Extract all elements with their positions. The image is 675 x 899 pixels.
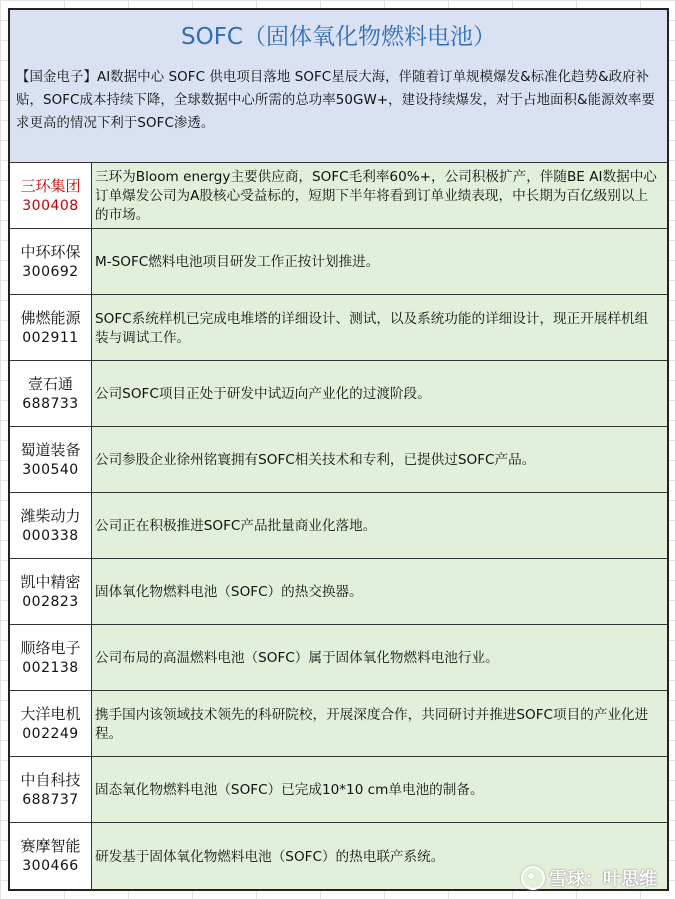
table-row	[10, 427, 667, 493]
company-cell	[10, 163, 92, 228]
company-description	[92, 691, 667, 756]
description-text: 公司参股企业徐州铭寰拥有SOFC相关技术和专利，已提供过SOFC产品。	[95, 452, 536, 468]
watermark-text: 雪球：叶思维	[549, 869, 657, 890]
company-description	[92, 625, 667, 690]
company-name: 潍柴动力	[20, 506, 81, 525]
description-text: 携手国内该领域技术领先的科研院校，开展深度合作，共同研讨并推进SOFC项目的产业化进程。	[95, 706, 649, 742]
watermark	[521, 865, 657, 891]
company-description	[92, 427, 667, 492]
table-row	[10, 559, 667, 625]
company-description	[92, 295, 667, 360]
description-text: SOFC系统样机已完成电堆塔的详细设计、测试，以及系统功能的详细设计，现正开展样机组装与调试工作。	[95, 310, 649, 346]
stock-code: 002249	[22, 725, 79, 742]
company-rows	[10, 163, 667, 889]
table-row	[10, 163, 667, 229]
company-cell	[10, 691, 92, 756]
table-row	[10, 229, 667, 295]
stock-code: 688733	[22, 395, 79, 412]
stock-code: 300692	[22, 263, 79, 280]
company-description	[92, 493, 667, 558]
company-cell	[10, 823, 92, 889]
stock-code: 002138	[22, 659, 79, 676]
company-name: 中自科技	[20, 770, 81, 789]
company-name: 三环集团	[20, 176, 81, 195]
company-cell	[10, 625, 92, 690]
stock-code: 300408	[22, 197, 79, 214]
company-name: 壹石通	[27, 374, 73, 393]
description-text: 公司布局的高温燃料电池（SOFC）属于固体氧化物燃料电池行业。	[95, 650, 499, 666]
company-cell	[10, 361, 92, 426]
company-name: 赛摩智能	[20, 837, 81, 855]
stock-code: 688737	[22, 791, 79, 808]
description-text: 研发基于固体氧化物燃料电池（SOFC）的热电联产系统。	[95, 848, 445, 865]
description-text: 固体氧化物燃料电池（SOFC）的热交换器。	[95, 584, 363, 600]
company-description	[92, 229, 667, 294]
intro-text: 【国金电子】AI数据中心 SOFC 供电项目落地 SOFC星辰大海，伴随着订单规模爆发&标准化趋势&政府补贴，SOFC成本持续下降，全球数据中心所需的总功率50GW+，建设持续爆发，对于占地面积&能源效率要求更高的情况下利于SOFC渗透。	[16, 70, 656, 131]
description-text: M-SOFC燃料电池项目研发工作正按计划推进。	[95, 254, 380, 270]
company-description	[92, 163, 667, 228]
company-description	[92, 361, 667, 426]
sofc-table	[8, 8, 669, 891]
company-cell	[10, 229, 92, 294]
company-cell	[10, 757, 92, 822]
company-name: 凯中精密	[20, 572, 81, 591]
table-row	[10, 757, 667, 823]
description-text: 固态氧化物燃料电池（SOFC）已完成10*10 cm单电池的制备。	[95, 782, 484, 798]
company-name: 大洋电机	[20, 704, 81, 723]
company-cell	[10, 559, 92, 624]
stock-code: 300466	[22, 858, 79, 874]
table-row	[10, 691, 667, 757]
description-text: 公司SOFC项目正处于研发中试迈向产业化的过渡阶段。	[95, 386, 431, 402]
company-cell	[10, 295, 92, 360]
company-cell	[10, 427, 92, 492]
description-text: 三环为Bloom energy主要供应商，SOFC毛利率60%+，公司积极扩产，伴随BE AI数据中心订单爆发公司为A股核心受益标的，短期下半年将看到订单业绩表现，中长期为百亿级别以上的市场。	[95, 169, 657, 223]
table-row	[10, 361, 667, 427]
page-title: SOFC（固体氧化物燃料电池）	[181, 24, 496, 50]
company-name: 中环环保	[20, 242, 81, 261]
company-name: 蜀道装备	[20, 440, 81, 459]
company-name: 顺络电子	[20, 638, 81, 657]
stock-code: 002911	[22, 329, 79, 346]
stock-code: 000338	[22, 527, 79, 544]
description-text: 公司正在积极推进SOFC产品批量商业化落地。	[95, 518, 377, 534]
table-header	[10, 10, 667, 163]
stock-code: 300540	[22, 461, 79, 478]
table-row	[10, 493, 667, 559]
table-row	[10, 295, 667, 361]
company-description	[92, 559, 667, 624]
company-description	[92, 757, 667, 822]
company-name: 佛燃能源	[20, 308, 81, 327]
xueqiu-logo-icon	[521, 866, 545, 890]
company-cell	[10, 493, 92, 558]
stock-code: 002823	[22, 593, 79, 610]
table-row	[10, 625, 667, 691]
